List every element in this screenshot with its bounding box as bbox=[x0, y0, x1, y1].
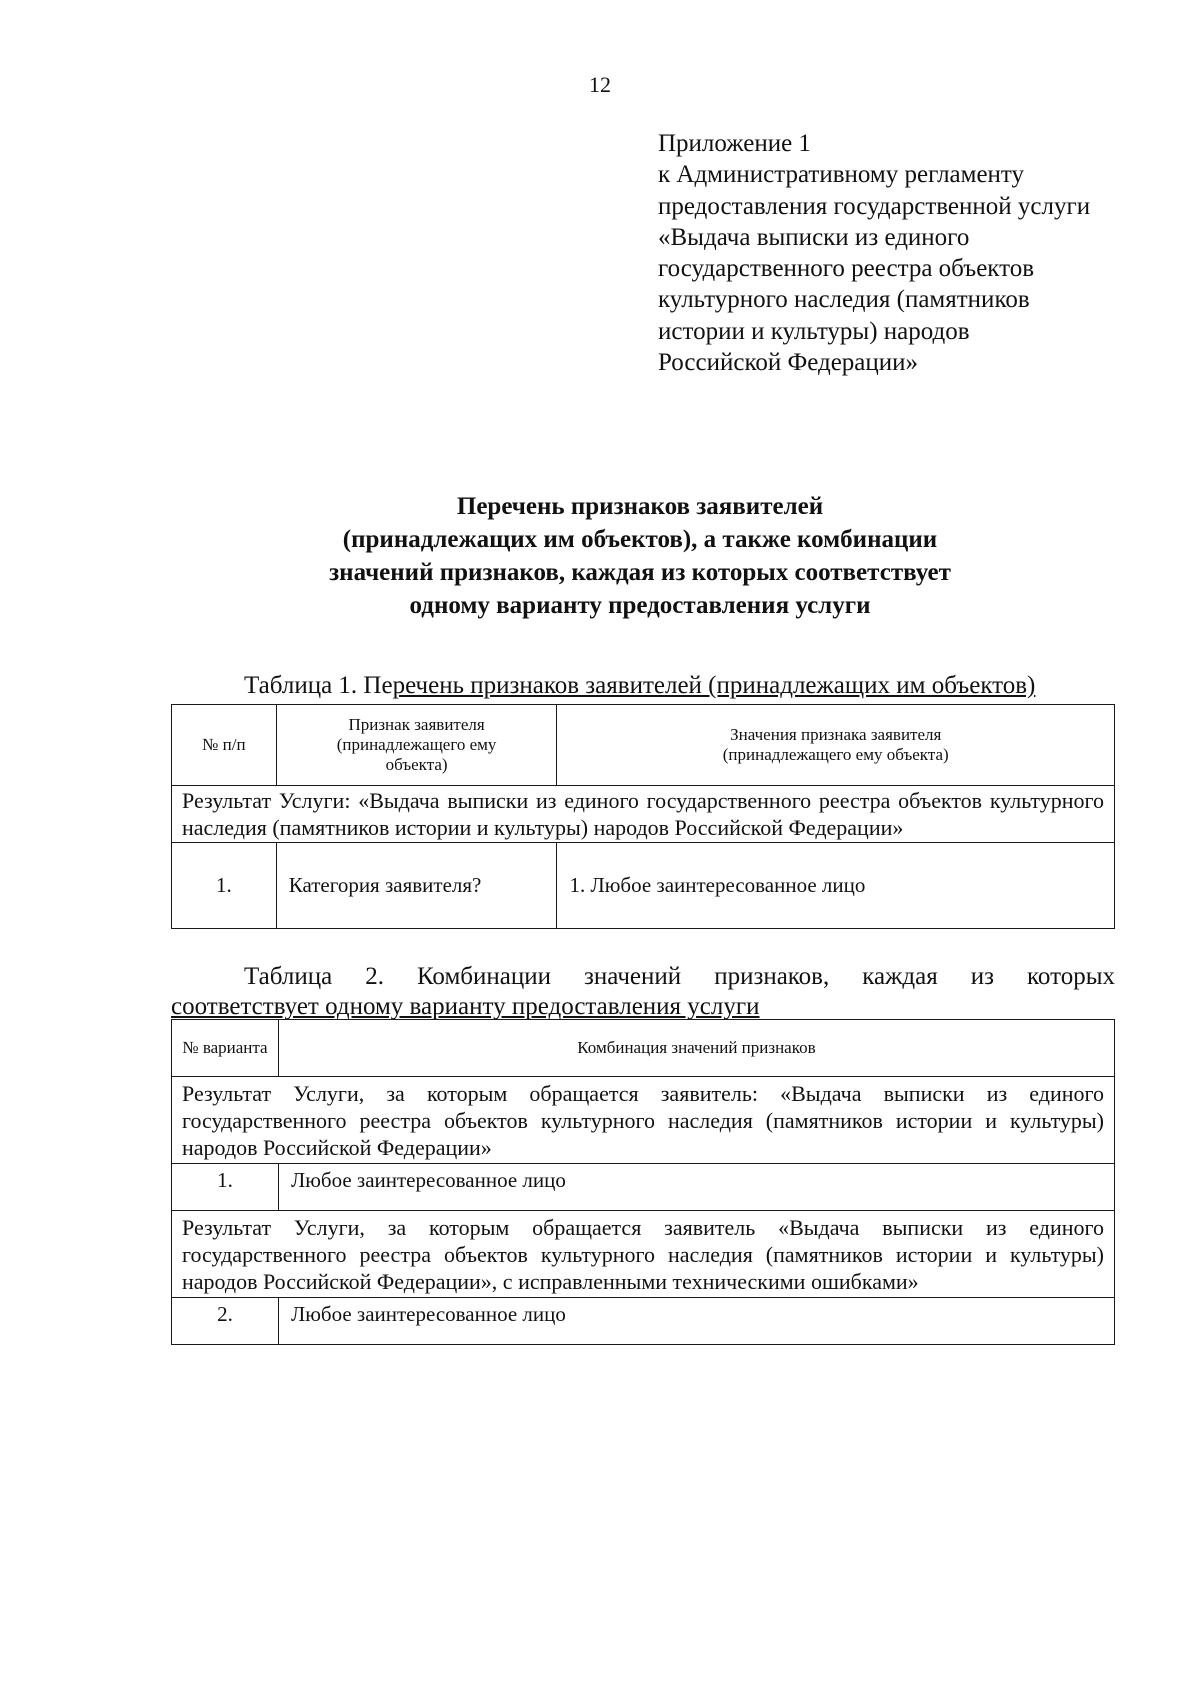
table2-caption bbox=[171, 962, 1115, 1022]
table1-result-text: Результат Услуги: «Выдача выписки из единого государственного реестра объектов культурного наследия (памятников истории и культуры) народов Российской Федерации» bbox=[172, 786, 1115, 843]
table2 bbox=[171, 1019, 1115, 1345]
table1-caption-rest: речень признаков заявителей (принадлежащих им объектов) bbox=[392, 672, 1036, 699]
table1-caption-lead: Таблица 1. Пе bbox=[244, 672, 393, 699]
caption-word: Таблица bbox=[244, 963, 333, 990]
appendix-line: Российской Федерации» bbox=[658, 349, 919, 377]
caption-word: каждая bbox=[862, 963, 938, 990]
table1-header-row bbox=[172, 705, 1115, 786]
caption-word: признаков, bbox=[714, 963, 830, 990]
document-title bbox=[180, 490, 1100, 622]
table-row bbox=[172, 1164, 1115, 1211]
caption-word: значений bbox=[584, 963, 682, 990]
table2-header-num: № варианта bbox=[172, 1020, 279, 1077]
appendix-line: истории и культуры) народов bbox=[658, 317, 970, 345]
table-row bbox=[172, 843, 1115, 929]
caption-word: из bbox=[970, 963, 995, 990]
table2-result-row bbox=[172, 1077, 1115, 1164]
table2-row-num: 1. bbox=[172, 1164, 279, 1211]
title-line: (принадлежащих им объектов), а также комбинации bbox=[342, 526, 938, 553]
table1-caption bbox=[244, 671, 1035, 701]
table2-header-combination: Комбинация значений признаков bbox=[278, 1020, 1114, 1077]
table1-header-num: № п/п bbox=[172, 705, 277, 786]
appendix-line: «Выдача выписки из единого bbox=[658, 223, 970, 251]
title-line: одному варианту предоставления услуги bbox=[409, 592, 871, 619]
appendix-line: культурного наследия (памятников bbox=[658, 286, 1030, 314]
title-line: значений признаков, каждая из которых соответствует bbox=[329, 559, 951, 586]
table1-row-feature: Категория заявителя? bbox=[276, 843, 557, 929]
table2-result-row bbox=[172, 1211, 1115, 1298]
appendix-line: предоставления государственной услуги bbox=[658, 192, 1091, 220]
table1-header-values: Значения признака заявителя (принадлежащего ему объекта) bbox=[557, 705, 1115, 786]
table2-caption-line1 bbox=[171, 962, 1115, 992]
caption-word: 2. bbox=[365, 963, 384, 990]
caption-word: которых bbox=[1027, 963, 1115, 990]
table2-header-row bbox=[172, 1020, 1115, 1077]
table1 bbox=[171, 704, 1115, 929]
table1-row-num: 1. bbox=[172, 843, 277, 929]
table1-header-feature: Признак заявителя (принадлежащего ему объекта) bbox=[276, 705, 557, 786]
table-row bbox=[172, 1298, 1115, 1345]
appendix-line: государственного реестра объектов bbox=[658, 255, 1035, 283]
appendix-line: к Административному регламенту bbox=[658, 161, 1025, 189]
table2-row-num: 2. bbox=[172, 1298, 279, 1345]
appendix-block bbox=[658, 128, 1178, 378]
caption-word: Комбинации bbox=[416, 963, 551, 990]
table1-result-row bbox=[172, 786, 1115, 843]
table2-row-combination: Любое заинтересованное лицо bbox=[278, 1164, 1114, 1211]
table2-row-combination: Любое заинтересованное лицо bbox=[278, 1298, 1114, 1345]
page-number: 12 bbox=[589, 72, 611, 97]
table2-result-text: Результат Услуги, за которым обращается заявитель: «Выдача выписки из единого государственного реестра объектов культурного наследия (памятников истории и культуры) народов Российской Федерации» bbox=[172, 1077, 1115, 1164]
title-line: Перечень признаков заявителей bbox=[456, 493, 824, 520]
table1-row-value: 1. Любое заинтересованное лицо bbox=[557, 843, 1115, 929]
table2-result-text: Результат Услуги, за которым обращается заявитель «Выдача выписки из единого государственного реестра объектов культурного наследия (памятников истории и культуры) народов Российской Федерации», с исправленными техническими ошибками» bbox=[172, 1211, 1115, 1298]
appendix-line: Приложение 1 bbox=[658, 130, 811, 157]
table2-caption-line2: соответствует одному варианту предоставления услуги bbox=[171, 993, 760, 1020]
